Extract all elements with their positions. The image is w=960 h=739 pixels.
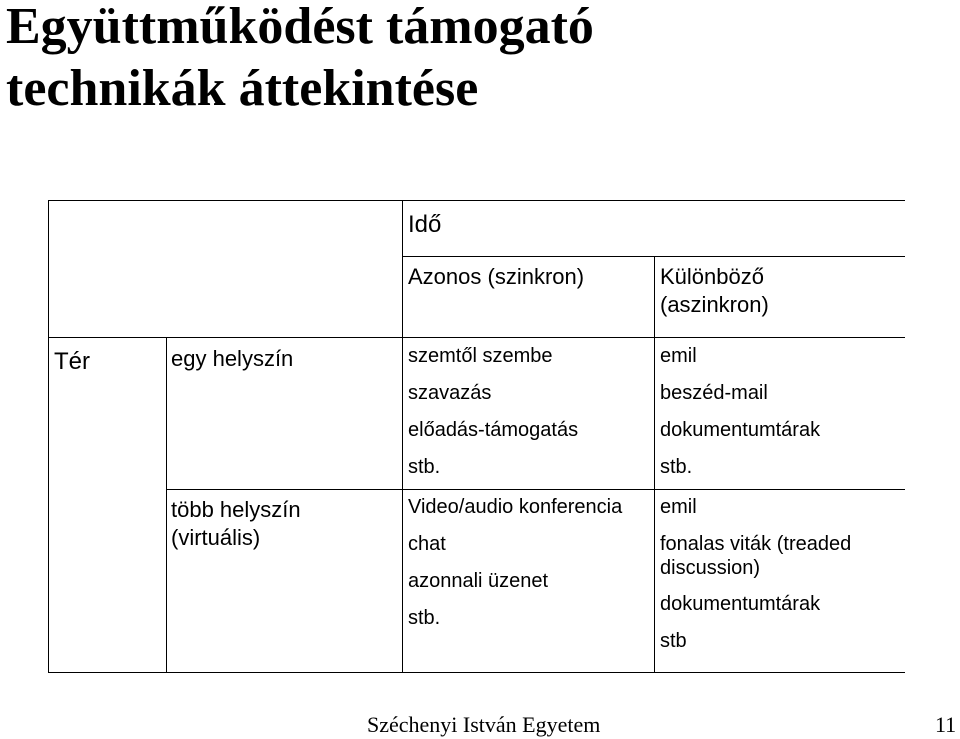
row-header-multiple-places: több helyszín (virtuális): [171, 497, 301, 550]
table-rule-sync-left: [402, 200, 403, 673]
list-item: előadás-támogatás: [408, 419, 579, 441]
table-rule-bottom: [48, 672, 905, 673]
space-header: Tér: [54, 348, 90, 375]
list-item: szemtől szembe: [408, 345, 553, 367]
slide-title-line-2: technikák áttekintése: [6, 60, 479, 117]
table-rule-left: [48, 200, 49, 673]
footer-institution: Széchenyi István Egyetem: [367, 712, 601, 737]
sync-same-place-list: [408, 338, 578, 486]
async-multiple-places-list: [660, 489, 900, 660]
async-same-place-list: [660, 338, 820, 486]
sync-column-header: Azonos (szinkron): [408, 264, 585, 289]
list-item: dokumentumtárak: [660, 419, 821, 441]
sync-multiple-places-list: [408, 489, 622, 637]
list-item: stb.: [408, 607, 441, 629]
list-item: stb: [660, 630, 687, 652]
list-item: beszéd-mail: [660, 382, 768, 404]
list-item: azonnali üzenet: [408, 570, 549, 592]
list-item: emil: [660, 496, 697, 518]
async-column-header: Különböző (aszinkron): [660, 264, 769, 317]
list-item: Video/audio konferencia: [408, 496, 623, 518]
slide-title-line-1: Együttműködést támogató: [6, 0, 594, 55]
time-header: Idő: [408, 211, 442, 238]
table-rule-async-left: [654, 256, 655, 673]
list-item: stb.: [408, 456, 441, 478]
row-header-same-place: egy helyszín: [171, 346, 294, 371]
list-item: fonalas viták (treaded discussion): [660, 533, 852, 579]
table-rule-top: [48, 200, 905, 201]
list-item: chat: [408, 533, 446, 555]
list-item: dokumentumtárak: [660, 593, 821, 615]
list-item: szavazás: [408, 382, 492, 404]
table-rule-place-split: [166, 338, 167, 673]
list-item: emil: [660, 345, 697, 367]
list-item: stb.: [660, 456, 693, 478]
footer-page-number: 11: [935, 712, 957, 737]
